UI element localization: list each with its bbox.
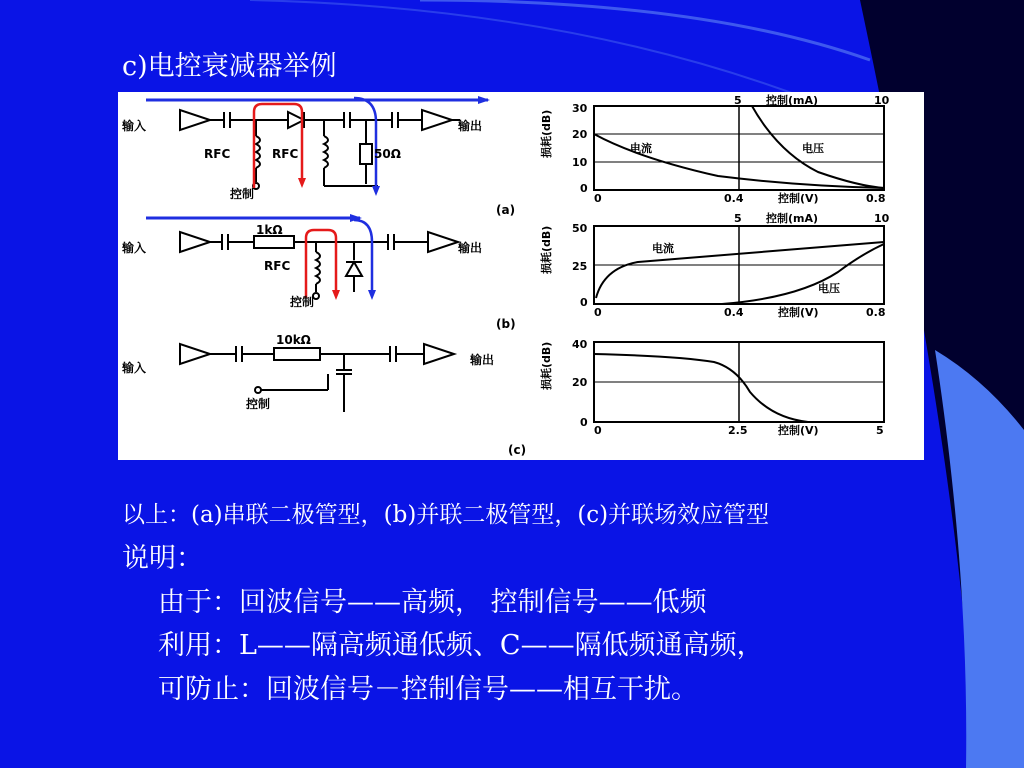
chart-c-xtick-3: 5 [876,424,884,437]
circuit-b [146,214,458,300]
chart-b-xtick-3: 0.8 [866,306,886,319]
circuit-c-control: 控制 [246,397,271,411]
chart-b-ytick-3: 0 [580,296,588,309]
chart-c-xtick-1: 0 [594,424,602,437]
chart-b-toplabel: 控制(mA) [766,212,819,225]
chart-c-ylabel: 损耗(dB) [540,341,553,390]
circuit-b-control: 控制 [290,295,315,309]
circuit-c-output: 输出 [470,353,495,367]
chart-c-ytick-3: 0 [580,416,588,429]
explain-heading: 说明： [122,543,203,574]
circuit-b-rfc: RFC [264,259,291,273]
circuit-a-rfc2: RFC [272,147,299,161]
chart-c-ytick-2: 20 [572,376,588,389]
chart-a-xtick-3: 0.8 [866,192,886,205]
chart-b [594,226,884,304]
chart-b-xlabel: 控制(V) [778,306,819,319]
figure-caption: 以上：(a)串联二极管型，(b)并联二极管型，(c)并联场效应管型 [122,502,770,528]
circuit-a-output: 输出 [458,119,483,133]
chart-c-xlabel: 控制(V) [778,424,819,437]
circuit-b-output: 输出 [458,241,483,255]
circuit-a-input: 输入 [122,119,147,133]
chart-b-toptick-1: 5 [734,212,742,225]
chart-a-ytick-3: 10 [572,156,588,169]
circuit-c [180,344,454,412]
explain-line-1: 由于：回波信号——高频， 控制信号——低频 [158,587,707,618]
figure-drawing [118,92,924,460]
chart-a-toplabel: 控制(mA) [766,94,819,107]
circuit-b-input: 输入 [122,241,147,255]
chart-b-series-current: 电流 [652,242,674,255]
chart-a-xtick-2: 0.4 [724,192,744,205]
chart-c-ytick-1: 40 [572,338,588,351]
chart-a-xlabel: 控制(V) [778,192,819,205]
chart-a-series-current: 电流 [630,142,652,155]
chart-a-ytick-1: 30 [572,102,588,115]
chart-b-ylabel: 损耗(dB) [540,225,553,274]
explain-line-2: 利用：L——隔高频通低频、C——隔低频通高频， [158,630,764,661]
chart-b-ytick-1: 50 [572,222,588,235]
chart-c-xtick-2: 2.5 [728,424,748,437]
circuit-c-input: 输入 [122,361,147,375]
circuit-a-label: (a) [496,203,516,217]
chart-a-series-voltage: 电压 [802,142,824,155]
circuit-c-label: (c) [508,443,527,457]
circuit-c-resistor: 10kΩ [276,333,311,347]
chart-a-ytick-2: 20 [572,128,588,141]
chart-b-ytick-2: 25 [572,260,588,273]
chart-b-xtick-2: 0.4 [724,306,744,319]
circuit-a-control: 控制 [230,187,255,201]
explain-line-3: 可防止：回波信号－控制信号——相互干扰。 [158,674,698,705]
chart-c [594,342,884,422]
circuit-a [146,96,490,196]
chart-b-toptick-2: 10 [874,212,890,225]
chart-a-ytick-4: 0 [580,182,588,195]
slide-title: c)电控衰减器举例 [122,51,337,82]
circuit-a-rfc1: RFC [204,147,231,161]
chart-a-ylabel: 损耗(dB) [540,109,553,158]
circuit-a-resistor: 50Ω [374,147,401,161]
circuit-b-resistor: 1kΩ [256,223,283,237]
chart-a-toptick-1: 5 [734,94,742,107]
attenuator-figure [118,92,924,460]
chart-a-xtick-1: 0 [594,192,602,205]
circuit-b-label: (b) [496,317,516,331]
chart-b-xtick-1: 0 [594,306,602,319]
chart-a-toptick-2: 10 [874,94,890,107]
chart-b-series-voltage: 电压 [818,282,840,295]
